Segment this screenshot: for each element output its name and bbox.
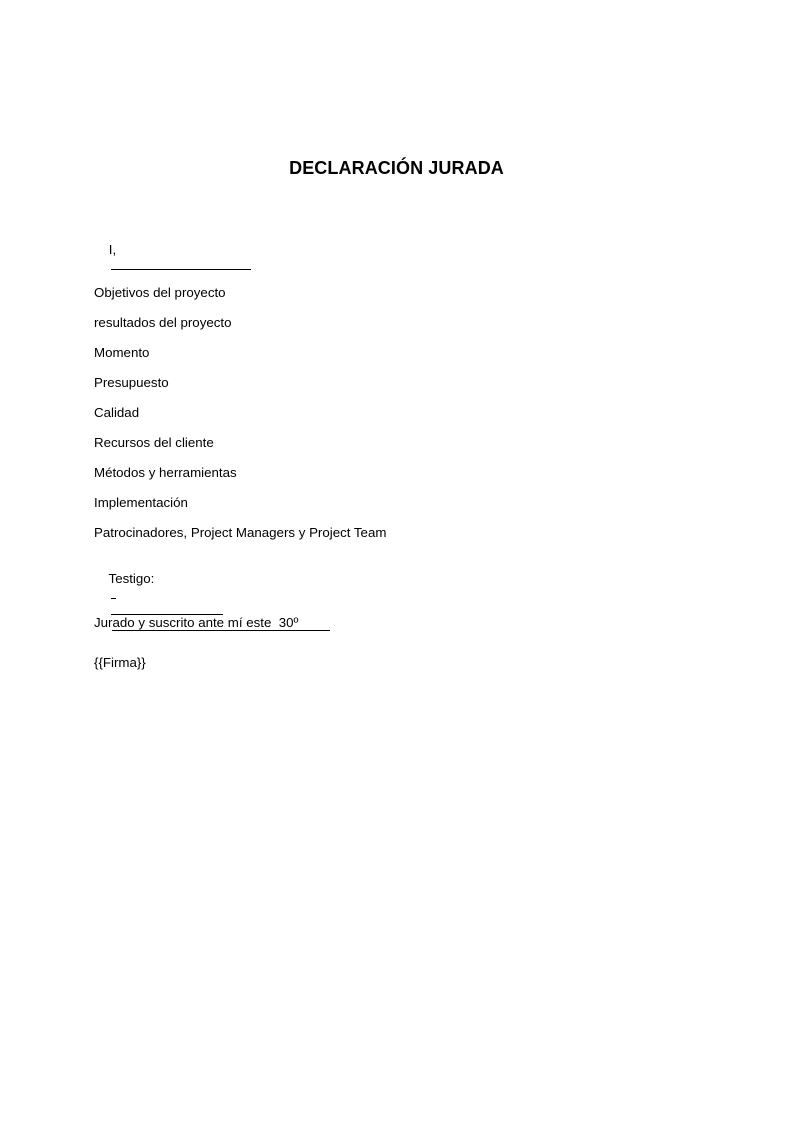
- witness-blank-short[interactable]: [111, 587, 116, 599]
- section-item-patrocinadores: Patrocinadores, Project Managers y Project Team: [94, 525, 387, 540]
- section-item-objetivos: Objetivos del proyecto: [94, 285, 226, 300]
- document-title: DECLARACIÓN JURADA: [289, 158, 504, 178]
- section-item-momento: Momento: [94, 345, 150, 360]
- declarant-name-blank[interactable]: [111, 258, 251, 270]
- section-item-presupuesto: Presupuesto: [94, 375, 169, 390]
- witness-line: [94, 555, 330, 651]
- section-item-recursos: Recursos del cliente: [94, 435, 214, 450]
- declarant-prefix: I,: [108, 242, 117, 257]
- section-item-implementacion: Implementación: [94, 495, 188, 510]
- section-item-resultados: resultados del proyecto: [94, 315, 232, 330]
- signature-placeholder: {{Firma}}: [94, 655, 146, 670]
- witness-blank-name[interactable]: [111, 603, 223, 615]
- sworn-statement: Jurado y suscrito ante mí este 30º: [94, 615, 299, 630]
- witness-label: Testigo:: [108, 571, 155, 586]
- section-item-calidad: Calidad: [94, 405, 140, 420]
- section-item-metodos: Métodos y herramientas: [94, 465, 237, 480]
- declarant-line: [94, 226, 251, 290]
